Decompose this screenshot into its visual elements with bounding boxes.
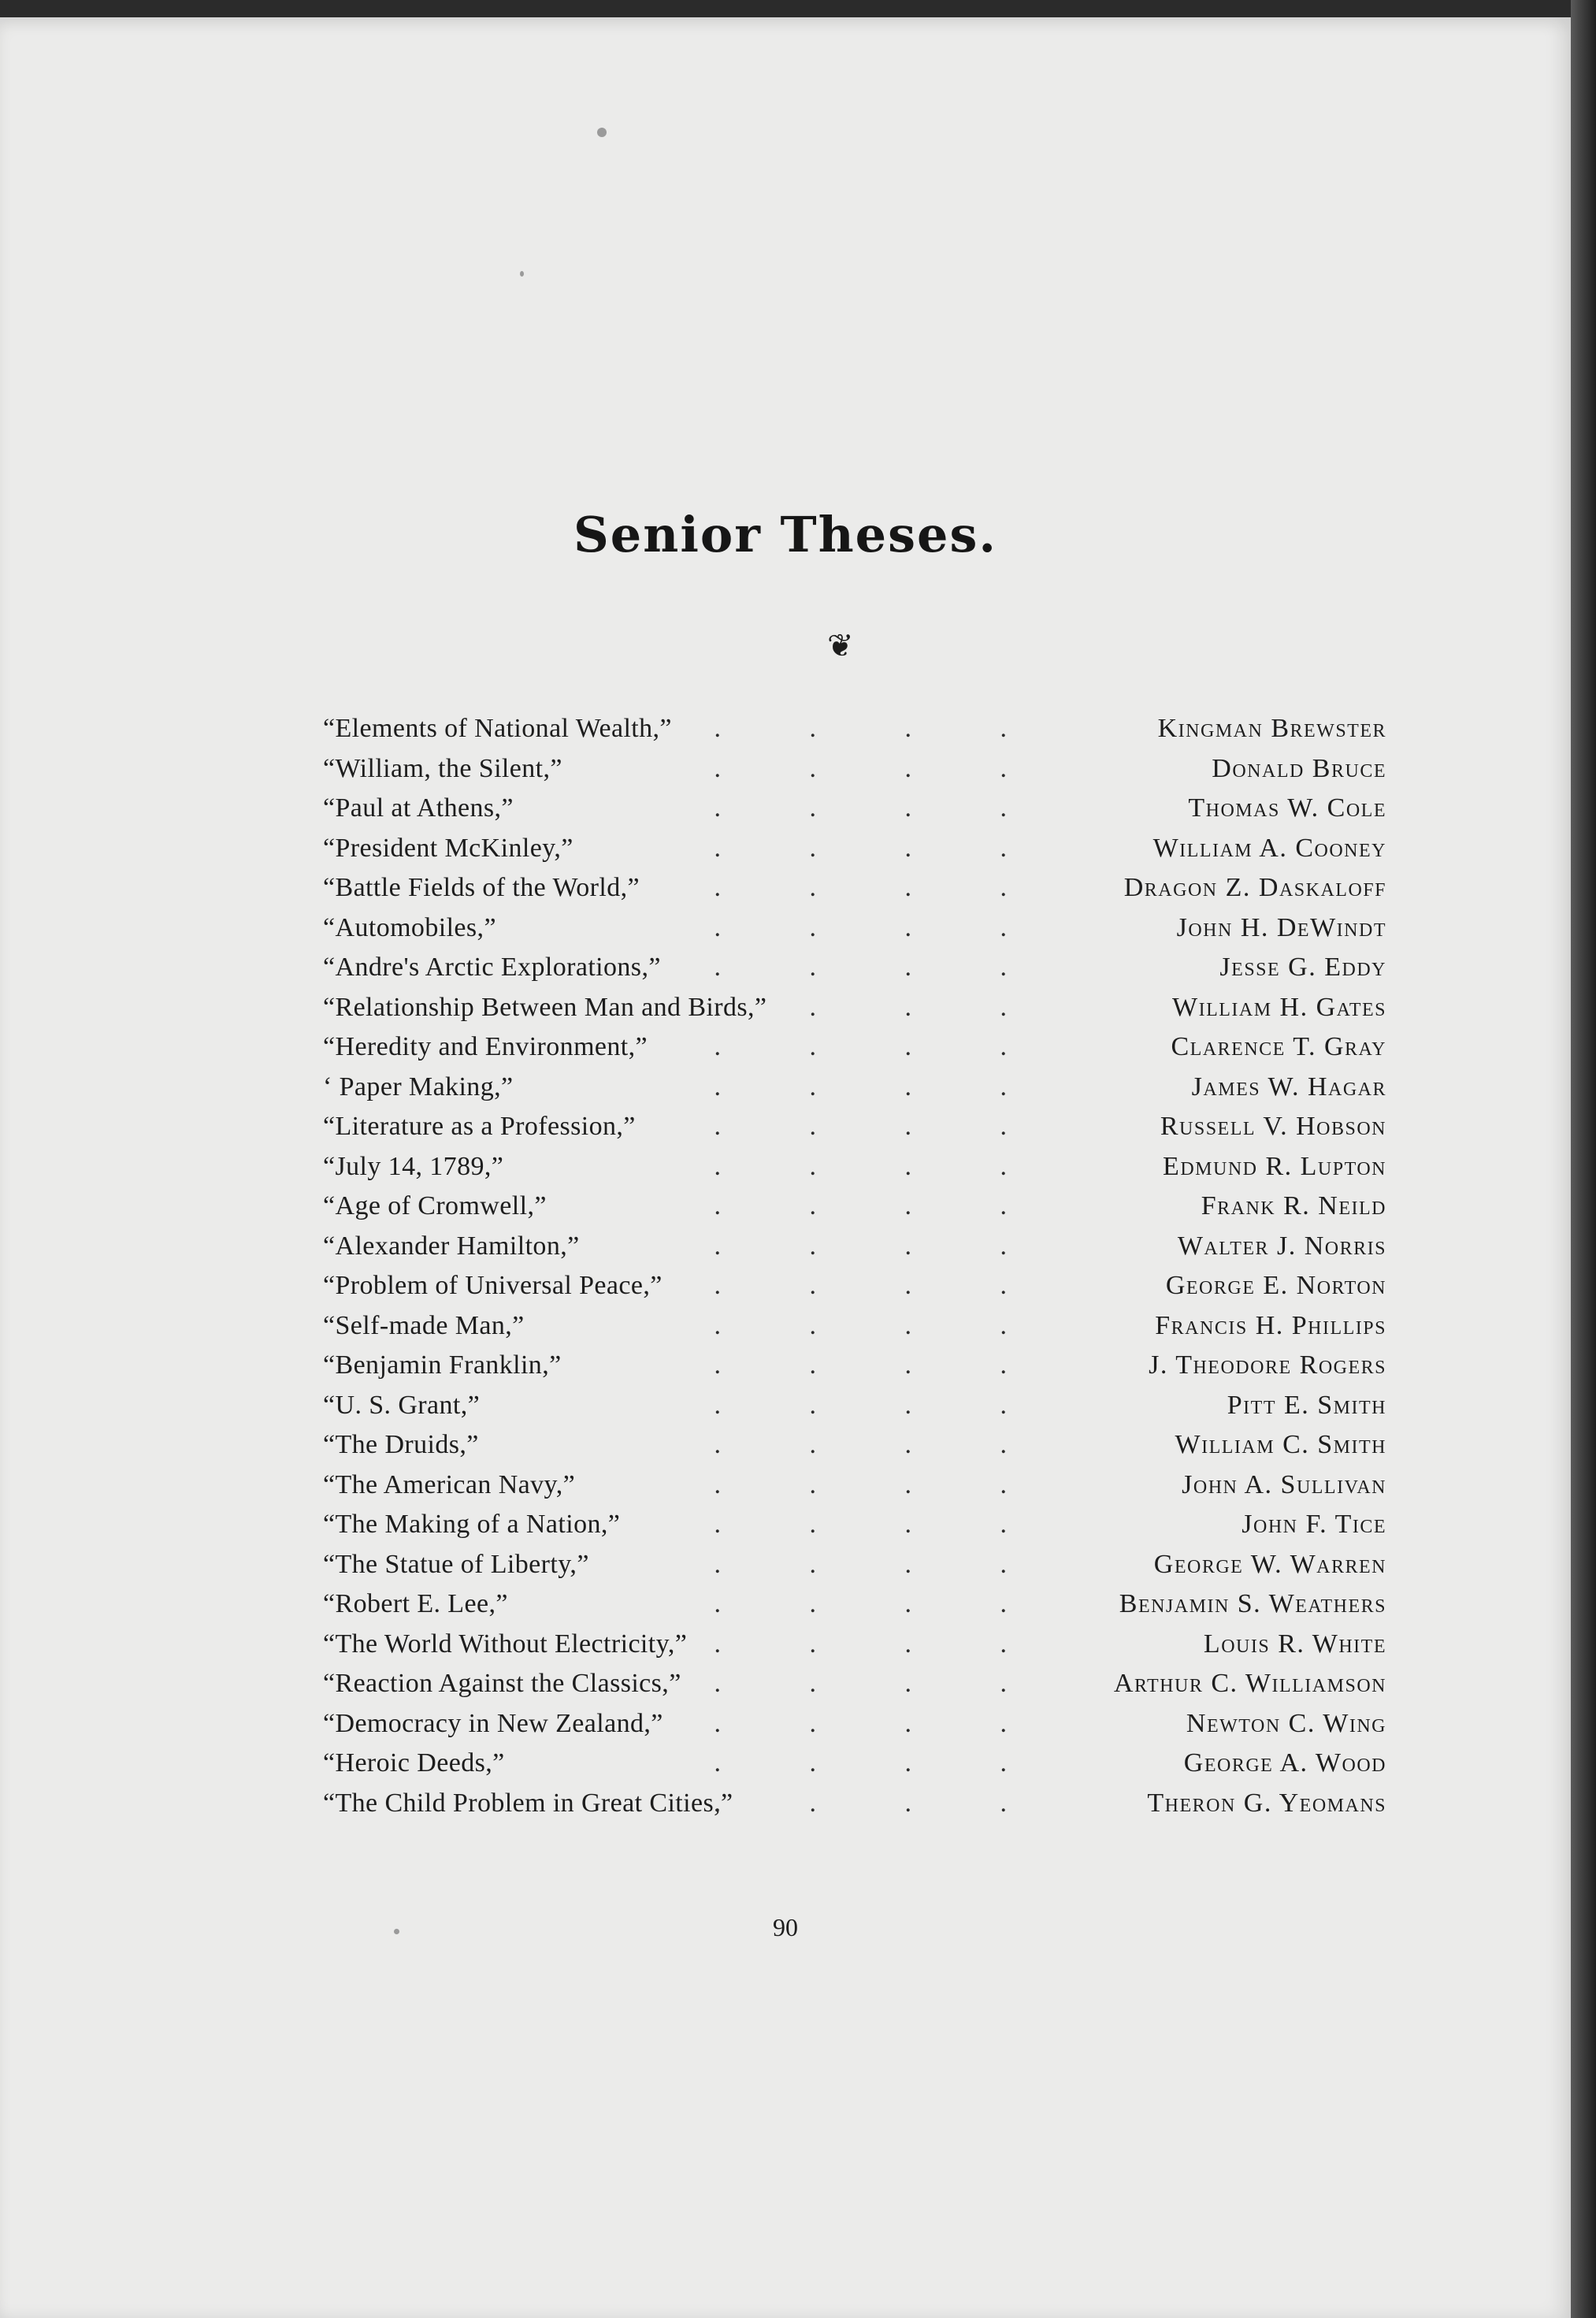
dot-leader: . . . . bbox=[714, 753, 1048, 783]
thesis-row bbox=[323, 1669, 1386, 1709]
dot-leader: . . . . bbox=[714, 1669, 1048, 1698]
thesis-row bbox=[323, 873, 1386, 913]
dot-leader: . . . . bbox=[714, 1112, 1048, 1141]
thesis-row bbox=[323, 1032, 1386, 1072]
thesis-title: “Robert E. Lee,” bbox=[323, 1589, 508, 1618]
thesis-row bbox=[323, 1112, 1386, 1152]
thesis-author: Benjamin S. Weathers bbox=[1119, 1589, 1386, 1618]
paper-speck bbox=[597, 128, 607, 137]
dot-leader: . . . . bbox=[714, 1032, 1048, 1061]
thesis-author: John A. Sullivan bbox=[1182, 1469, 1386, 1499]
thesis-title: ‘ Paper Making,” bbox=[323, 1072, 514, 1101]
fleuron-icon: ❦ bbox=[827, 628, 854, 664]
thesis-author: John F. Tice bbox=[1242, 1510, 1386, 1539]
dot-leader: . . . . bbox=[714, 873, 1048, 902]
thesis-title: “Problem of Universal Peace,” bbox=[323, 1271, 663, 1300]
dot-leader: . . . . bbox=[714, 1191, 1048, 1220]
dot-leader: . . . . bbox=[714, 1510, 1048, 1539]
thesis-row bbox=[323, 793, 1386, 834]
page-number: 90 bbox=[773, 1913, 798, 1941]
thesis-author: Clarence T. Gray bbox=[1171, 1032, 1386, 1061]
thesis-row bbox=[323, 1391, 1386, 1431]
thesis-author: Thomas W. Cole bbox=[1188, 793, 1386, 823]
thesis-row bbox=[323, 754, 1386, 794]
dot-leader: . . . . bbox=[714, 1708, 1048, 1738]
thesis-row bbox=[323, 993, 1386, 1033]
thesis-author: Edmund R. Lupton bbox=[1163, 1151, 1386, 1181]
dot-leader: . . . . bbox=[714, 1310, 1048, 1340]
dot-leader: . . . . bbox=[714, 714, 1048, 743]
thesis-title: “U. S. Grant,” bbox=[323, 1390, 481, 1420]
thesis-row bbox=[323, 1550, 1386, 1590]
dot-leader: . . . . bbox=[714, 1072, 1048, 1101]
thesis-row bbox=[323, 1311, 1386, 1351]
thesis-title: “Democracy in New Zealand,” bbox=[323, 1708, 663, 1738]
thesis-title: “President McKinley,” bbox=[323, 833, 573, 863]
thesis-author: George A. Wood bbox=[1183, 1748, 1386, 1778]
thesis-author: Pitt E. Smith bbox=[1227, 1390, 1386, 1420]
dot-leader: . . . . bbox=[714, 1231, 1048, 1261]
thesis-title: “Heroic Deeds,” bbox=[323, 1748, 505, 1778]
thesis-title: “Benjamin Franklin,” bbox=[323, 1350, 562, 1380]
thesis-author: James W. Hagar bbox=[1191, 1072, 1386, 1101]
thesis-row bbox=[323, 913, 1386, 953]
dot-leader: . . . . bbox=[714, 1549, 1048, 1579]
thesis-row bbox=[323, 1789, 1386, 1829]
thesis-row bbox=[323, 1231, 1386, 1272]
dot-leader: . . . . bbox=[714, 953, 1048, 982]
thesis-title: “The Statue of Liberty,” bbox=[323, 1549, 589, 1579]
thesis-title: “Heredity and Environment,” bbox=[323, 1032, 648, 1061]
thesis-title: “The American Navy,” bbox=[323, 1469, 576, 1499]
thesis-row bbox=[323, 1152, 1386, 1192]
dot-leader: . . . . bbox=[714, 1469, 1048, 1499]
thesis-row bbox=[323, 1470, 1386, 1510]
dot-leader: . . . . bbox=[714, 833, 1048, 863]
thesis-row bbox=[323, 1191, 1386, 1231]
thesis-title: “Paul at Athens,” bbox=[323, 793, 514, 823]
thesis-row bbox=[323, 1589, 1386, 1629]
dot-leader: . . . . bbox=[714, 992, 1048, 1022]
dot-leader: . . . . bbox=[714, 1271, 1048, 1300]
thesis-author: William H. Gates bbox=[1171, 992, 1386, 1022]
thesis-author: Donald Bruce bbox=[1212, 753, 1386, 783]
thesis-title: “Reaction Against the Classics,” bbox=[323, 1669, 681, 1698]
dot-leader: . . . . bbox=[714, 1151, 1048, 1181]
thesis-author: Jesse G. Eddy bbox=[1219, 953, 1386, 982]
thesis-title: “Literature as a Profession,” bbox=[323, 1112, 636, 1141]
thesis-author: Francis H. Phillips bbox=[1155, 1310, 1386, 1340]
paper-speck bbox=[520, 271, 524, 277]
thesis-author: Theron G. Yeomans bbox=[1147, 1788, 1386, 1818]
thesis-row bbox=[323, 1430, 1386, 1470]
thesis-title: “Self-made Man,” bbox=[323, 1310, 525, 1340]
theses-list bbox=[323, 714, 1386, 1828]
thesis-author: William C. Smith bbox=[1175, 1430, 1386, 1459]
dot-leader: . . . . bbox=[714, 912, 1048, 942]
thesis-row bbox=[323, 1350, 1386, 1391]
thesis-title: “The Druids,” bbox=[323, 1430, 479, 1459]
thesis-title: “The Making of a Nation,” bbox=[323, 1510, 621, 1539]
thesis-row bbox=[323, 714, 1386, 754]
thesis-row bbox=[323, 1629, 1386, 1670]
thesis-row bbox=[323, 1072, 1386, 1113]
thesis-title: “July 14, 1789,” bbox=[323, 1151, 504, 1181]
thesis-author: Walter J. Norris bbox=[1177, 1231, 1386, 1261]
thesis-author: Louis R. White bbox=[1203, 1629, 1386, 1659]
thesis-title: “Age of Cromwell,” bbox=[323, 1191, 547, 1220]
dot-leader: . . . . bbox=[714, 1589, 1048, 1618]
thesis-author: Dragon Z. Daskaloff bbox=[1123, 873, 1386, 902]
thesis-author: Newton C. Wing bbox=[1186, 1708, 1386, 1738]
thesis-author: George E. Norton bbox=[1165, 1271, 1386, 1300]
thesis-title: “Battle Fields of the World,” bbox=[323, 873, 640, 902]
thesis-author: Arthur C. Williamson bbox=[1113, 1669, 1386, 1698]
thesis-row bbox=[323, 953, 1386, 993]
thesis-author: Kingman Brewster bbox=[1157, 714, 1386, 743]
scan-edge bbox=[1571, 0, 1596, 2318]
dot-leader: . . . . bbox=[714, 1788, 1048, 1818]
thesis-row bbox=[323, 1709, 1386, 1749]
thesis-row bbox=[323, 1271, 1386, 1311]
thesis-author: William A. Cooney bbox=[1152, 833, 1386, 863]
thesis-author: John H. DeWindt bbox=[1176, 912, 1386, 942]
dot-leader: . . . . bbox=[714, 1629, 1048, 1659]
dot-leader: . . . . bbox=[714, 793, 1048, 823]
thesis-row bbox=[323, 1510, 1386, 1550]
thesis-title: “Andre's Arctic Explorations,” bbox=[323, 953, 661, 982]
thesis-title: “The Child Problem in Great Cities,” bbox=[323, 1788, 733, 1818]
thesis-author: J. Theodore Rogers bbox=[1149, 1350, 1386, 1380]
thesis-row bbox=[323, 834, 1386, 874]
thesis-author: George W. Warren bbox=[1153, 1549, 1386, 1579]
thesis-title: “Elements of National Wealth,” bbox=[323, 714, 672, 743]
page-title: Senior Theses. bbox=[573, 506, 997, 563]
thesis-row bbox=[323, 1748, 1386, 1789]
thesis-author: Frank R. Neild bbox=[1201, 1191, 1386, 1220]
thesis-title: “Relationship Between Man and Birds,” bbox=[323, 992, 767, 1022]
dot-leader: . . . . bbox=[714, 1350, 1048, 1380]
dot-leader: . . . . bbox=[714, 1748, 1048, 1778]
thesis-title: “William, the Silent,” bbox=[323, 753, 562, 783]
dot-leader: . . . . bbox=[714, 1390, 1048, 1420]
document-page bbox=[0, 17, 1571, 2318]
thesis-title: “Automobiles,” bbox=[323, 912, 496, 942]
thesis-author: Russell V. Hobson bbox=[1160, 1112, 1386, 1141]
dot-leader: . . . . bbox=[714, 1430, 1048, 1459]
thesis-title: “Alexander Hamilton,” bbox=[323, 1231, 580, 1261]
thesis-title: “The World Without Electricity,” bbox=[323, 1629, 688, 1659]
